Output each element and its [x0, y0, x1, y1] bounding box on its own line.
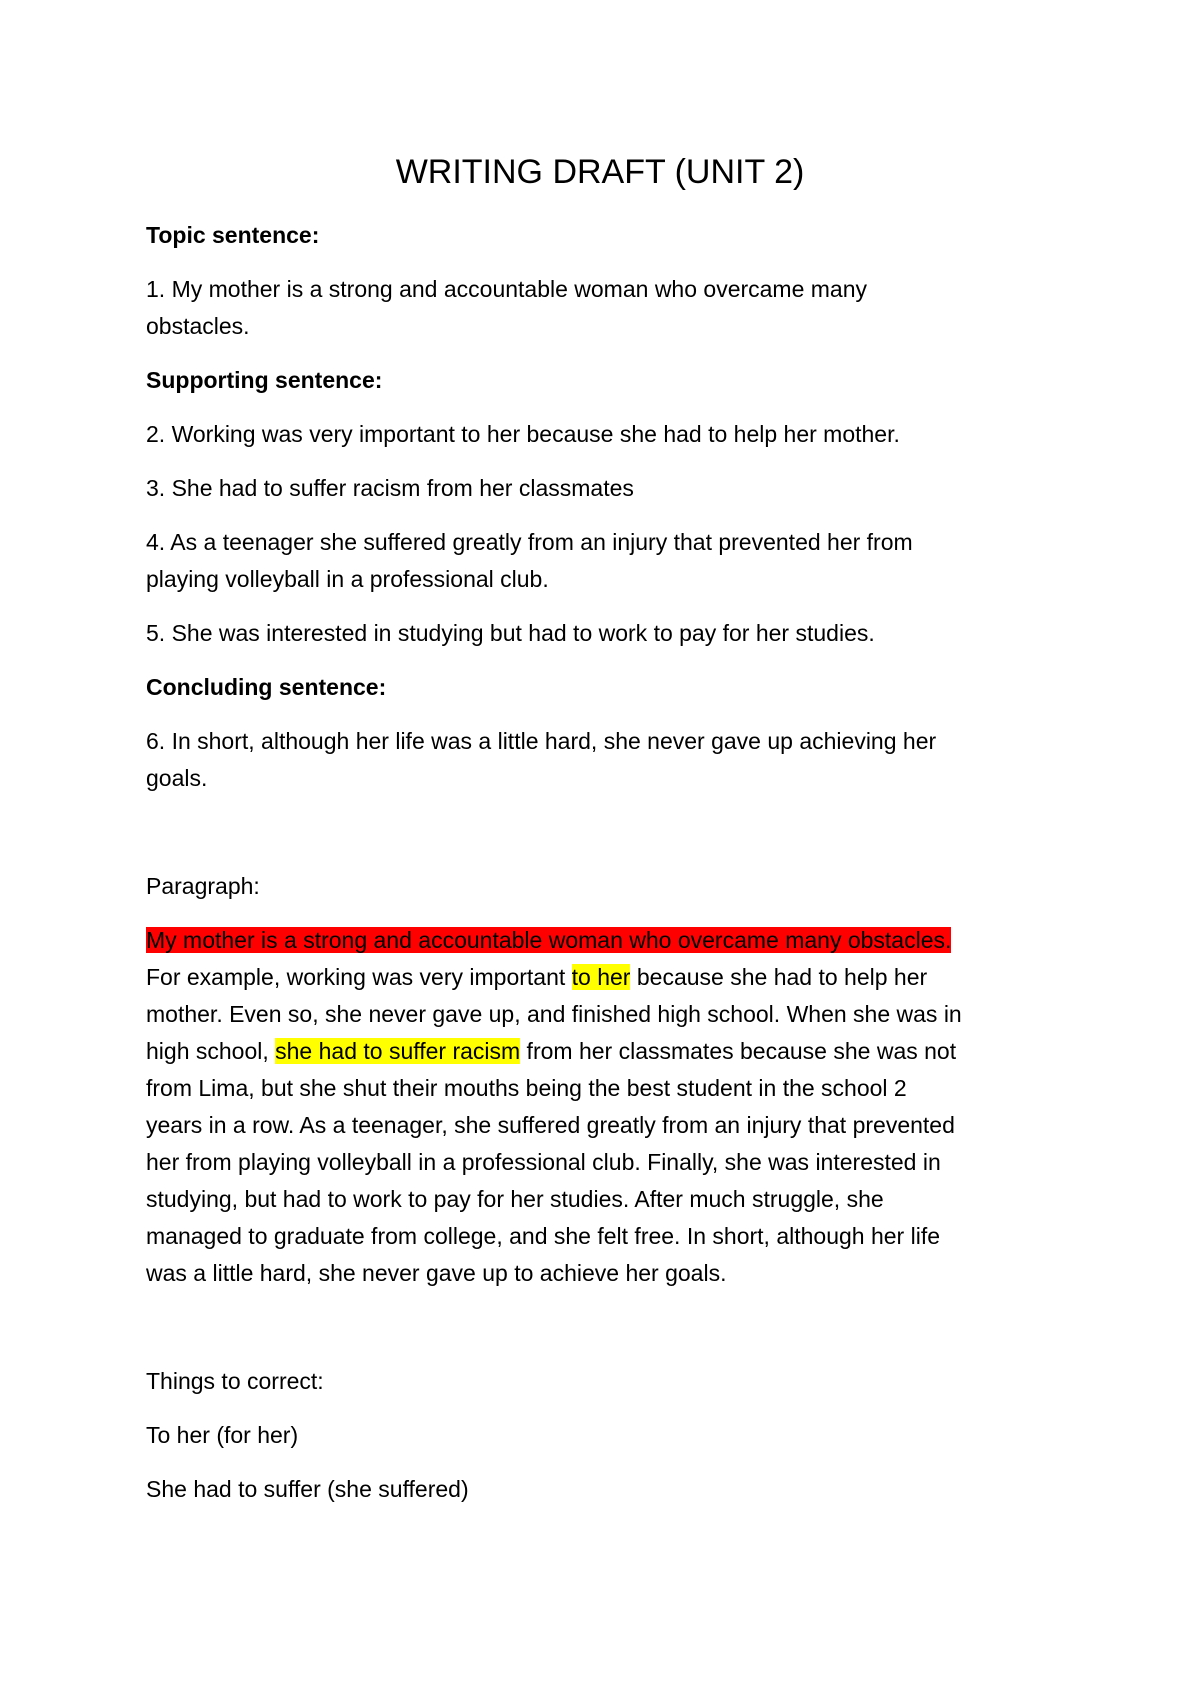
topic-sentence-highlight: My mother is a strong and accountable woman who overcame many obstacles.	[146, 927, 952, 953]
topic-sentence-1-continued: obstacles.	[146, 313, 250, 339]
supporting-sentence-5: 5. She was interested in studying but had to work to pay for her studies.	[146, 620, 875, 646]
paragraph-line	[146, 1033, 1066, 1070]
supporting-sentence-label: Supporting sentence:	[146, 367, 383, 393]
page-title: WRITING DRAFT (UNIT 2)	[395, 153, 805, 191]
supporting-sentence-4: 4. As a teenager she suffered greatly from an injury that prevented her from	[146, 529, 913, 555]
paragraph-line: mother. Even so, she never gave up, and finished high school. When she was in	[146, 1001, 962, 1027]
correction-highlight: she had to suffer racism	[275, 1038, 521, 1064]
paragraph-line	[146, 922, 1066, 959]
paragraph-label: Paragraph:	[146, 873, 260, 899]
paragraph-text: For example, working was very important	[146, 964, 572, 990]
topic-sentence-label: Topic sentence:	[146, 222, 320, 248]
supporting-sentence-4-continued: playing volleyball in a professional club.	[146, 566, 549, 592]
paragraph-text: high school,	[146, 1038, 276, 1064]
concluding-sentence-label: Concluding sentence:	[146, 674, 387, 700]
correction-item: She had to suffer (she suffered)	[146, 1476, 469, 1502]
paragraph-line: managed to graduate from college, and she felt free. In short, although her life	[146, 1223, 940, 1249]
paragraph-line: studying, but had to work to pay for her studies. After much struggle, she	[146, 1186, 884, 1212]
paragraph-text: from her classmates because she was not	[520, 1038, 957, 1064]
topic-sentence-1: 1. My mother is a strong and accountable woman who overcame many	[146, 276, 868, 302]
paragraph-line: years in a row. As a teenager, she suffered greatly from an injury that prevented	[146, 1112, 955, 1138]
paragraph-line: was a little hard, she never gave up to achieve her goals.	[146, 1260, 727, 1286]
concluding-sentence-6: 6. In short, although her life was a little hard, she never gave up achieving her	[146, 728, 937, 754]
correction-item: To her (for her)	[146, 1422, 299, 1448]
paragraph-line: her from playing volleyball in a professional club. Finally, she was interested in	[146, 1149, 941, 1175]
paragraph-line: from Lima, but she shut their mouths being the best student in the school 2	[146, 1075, 907, 1101]
correction-highlight: to her	[571, 964, 631, 990]
supporting-sentence-3: 3. She had to suffer racism from her classmates	[146, 475, 634, 501]
concluding-sentence-6-continued: goals.	[146, 765, 208, 791]
corrections-label: Things to correct:	[146, 1368, 324, 1394]
supporting-sentence-2: 2. Working was very important to her because she had to help her mother.	[146, 421, 900, 447]
paragraph-line	[146, 959, 1066, 996]
paragraph-text: because she had to help her	[630, 964, 928, 990]
